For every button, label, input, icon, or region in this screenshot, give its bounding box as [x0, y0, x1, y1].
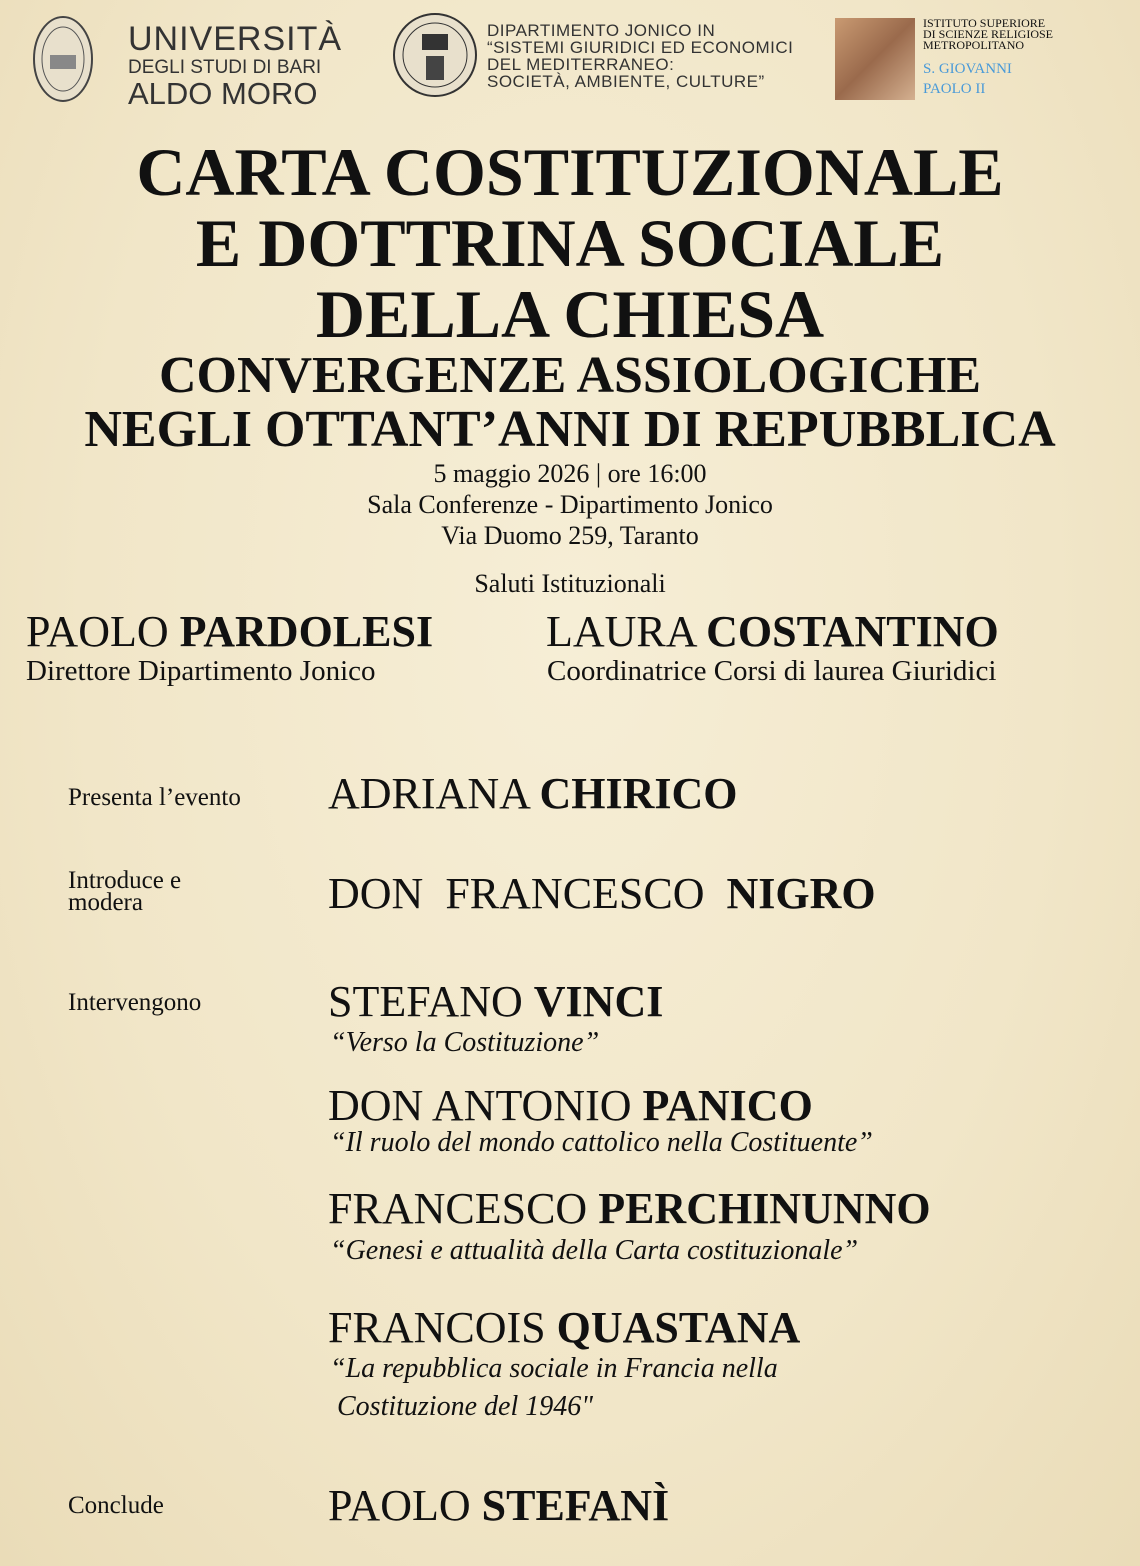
talk-title: “Il ruolo del mondo cattolico nella Costituente”: [330, 1127, 873, 1158]
talk-title-continued: Costituzione del 1946": [330, 1391, 593, 1422]
talk-title: “Genesi e attualità della Carta costituzionale”: [330, 1235, 859, 1266]
speaker-name: FRANCESCO PERCHINUNNO: [328, 1184, 931, 1233]
university-name-line2: DEGLI STUDI DI BARI: [128, 57, 322, 78]
greeting-person-role: Direttore Dipartimento Jonico: [26, 655, 376, 687]
moderator-name: DON FRANCESCO NIGRO: [328, 869, 876, 918]
program-label: Presenta l’evento: [68, 784, 241, 811]
greeting-person-name: PAOLO PARDOLESI: [26, 607, 434, 656]
department-name-line: DIPARTIMENTO JONICO IN: [487, 21, 716, 40]
institute-name-line: DI SCIENZE RELIGIOSE: [923, 27, 1053, 41]
institute-image: [835, 18, 915, 100]
program-label: Intervengono: [68, 989, 202, 1016]
talk-title: “Verso la Costituzione”: [330, 1027, 600, 1058]
event-address: Via Duomo 259, Taranto: [441, 521, 699, 550]
subtitle-line: NEGLI OTTANT’ANNI DI REPUBBLICA: [84, 401, 1056, 458]
title-line: E DOTTRINA SOCIALE: [195, 205, 945, 281]
speaker-name: STEFANO VINCI: [328, 977, 664, 1026]
greeting-person-name: LAURA COSTANTINO: [546, 607, 999, 656]
greetings-heading: Saluti Istituzionali: [474, 569, 666, 598]
program-label: Conclude: [68, 1492, 164, 1519]
event-venue: Sala Conferenze - Dipartimento Jonico: [367, 490, 773, 519]
university-name-line1: UNIVERSITÀ: [128, 20, 343, 58]
event-date: 5 maggio 2026 | ore 16:00: [433, 459, 707, 488]
university-name-line3: ALDO MORO: [128, 76, 318, 111]
university-seal-icon: [32, 15, 94, 103]
department-seal-icon: [392, 12, 478, 98]
title-line: DELLA CHIESA: [315, 276, 825, 352]
program-label: Introduce e modera: [68, 867, 182, 916]
institute-name-blue: S. GIOVANNI: [923, 61, 1012, 77]
presenter-name: ADRIANA CHIRICO: [328, 769, 738, 818]
greeting-person-role: Coordinatrice Corsi di laurea Giuridici: [547, 655, 997, 687]
department-name-line: “SISTEMI GIURIDICI ED ECONOMICI: [487, 38, 794, 57]
department-logo: [392, 12, 478, 103]
concluding-speaker-name: PAOLO STEFANÌ: [328, 1481, 670, 1530]
speaker-name: DON ANTONIO PANICO: [328, 1081, 813, 1130]
institute-name-blue: PAOLO II: [923, 81, 986, 97]
talk-title: “La repubblica sociale in Francia nella: [330, 1353, 778, 1384]
subtitle-line: CONVERGENZE ASSIOLOGICHE: [158, 347, 982, 404]
title-line: CARTA COSTITUZIONALE: [136, 134, 1004, 210]
institute-name-line: METROPOLITANO: [923, 38, 1025, 52]
institute-name-line: ISTITUTO SUPERIORE: [923, 16, 1046, 30]
department-name-line: SOCIETÀ, AMBIENTE, CULTURE”: [487, 72, 765, 91]
university-logo: [32, 15, 94, 103]
department-name-line: DEL MEDITERRANEO:: [487, 55, 675, 74]
speaker-name: FRANCOIS QUASTANA: [328, 1303, 801, 1352]
